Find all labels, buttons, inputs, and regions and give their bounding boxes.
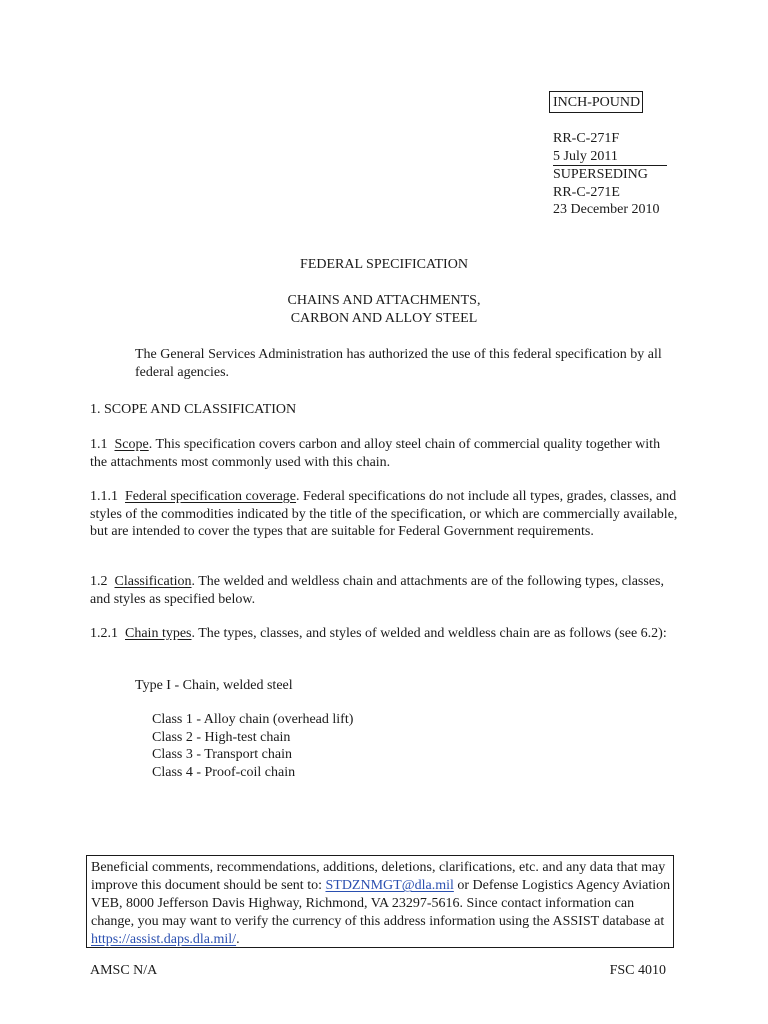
inch-pound-label: INCH-POUND <box>549 91 643 113</box>
email-link[interactable]: STDZNMGT@dla.mil <box>325 878 454 893</box>
comments-text-start: Beneficial comments, recommendations, additions, deletions, clarifications, etc. and any data that may improve this document should be sent to: <box>91 860 666 893</box>
chain-class-item: Class 1 - Alloy chain (overhead lift) <box>152 712 354 727</box>
spec-type-heading: FEDERAL SPECIFICATION <box>300 257 468 272</box>
amsc-label: AMSC N/A <box>90 963 158 978</box>
document-identification <box>553 130 667 219</box>
assist-url-link[interactable]: https://assist.daps.dla.mil/ <box>91 932 237 947</box>
paragraph-number: 1.1.1 <box>90 489 118 504</box>
title-line-2: CARBON AND ALLOY STEEL <box>290 311 478 326</box>
comments-text-end: . <box>236 932 240 947</box>
doc-date: 5 July 2011 <box>553 149 667 167</box>
title-line-1: CHAINS AND ATTACHMENTS, <box>287 293 481 308</box>
doc-number: RR-C-271F <box>553 131 620 146</box>
superseded-date: 23 December 2010 <box>553 202 660 217</box>
authorization-statement: The General Services Administration has authorized the use of this federal specification by all federal agencies. <box>135 347 662 380</box>
paragraph-number: 1.1 <box>90 437 108 452</box>
paragraph-text: . The welded and weldless chain and attachments are of the following types, classes, and styles as specified below. <box>90 574 664 607</box>
chain-class-item: Class 4 - Proof-coil chain <box>152 764 296 780</box>
fsc-label: FSC 4010 <box>609 963 666 978</box>
chain-type-1: Type I - Chain, welded steel <box>135 678 293 693</box>
comments-box <box>86 855 674 948</box>
paragraph-text: . Federal specifications do not include all types, grades, classes, and styles of the commodities indicated by the title of the specification, or which are commercially available, but are intended to cover the types that are suitable for Federal Government requirements. <box>90 489 678 539</box>
paragraph-1-1-1 <box>90 488 680 541</box>
chain-class-item: Class 3 - Transport chain <box>152 747 292 762</box>
comments-text-middle: or Defense Logistics Agency Aviation VEB, 8000 Jefferson Davis Highway, Richmond, VA 23297-5616. Since contact information can change, you may want to verify the currency of this address information using the ASSIST database at <box>91 878 671 929</box>
comments-text <box>91 859 673 949</box>
superseded-number: RR-C-271E <box>553 184 620 200</box>
paragraph-text: . This specification covers carbon and alloy steel chain of commercial quality together with the attachments most commonly used with this chain. <box>90 437 661 470</box>
paragraph-1-2 <box>90 573 680 608</box>
paragraph-1-2-1 <box>90 625 680 643</box>
paragraph-title: Classification <box>114 574 192 589</box>
paragraph-text: . The types, classes, and styles of welded and weldless chain are as follows (see 6.2): <box>191 626 667 641</box>
paragraph-title: Scope <box>114 437 149 452</box>
paragraph-1-1 <box>90 436 680 471</box>
paragraph-title: Chain types <box>125 626 192 641</box>
chain-class-item: Class 2 - High-test chain <box>152 729 291 745</box>
paragraph-number: 1.2.1 <box>90 626 118 641</box>
paragraph-number: 1.2 <box>90 574 108 589</box>
section-1-heading: 1. SCOPE AND CLASSIFICATION <box>90 402 297 417</box>
paragraph-title: Federal specification coverage <box>125 489 297 504</box>
chain-class-list <box>152 711 353 781</box>
superseding-label: SUPERSEDING <box>553 167 648 182</box>
